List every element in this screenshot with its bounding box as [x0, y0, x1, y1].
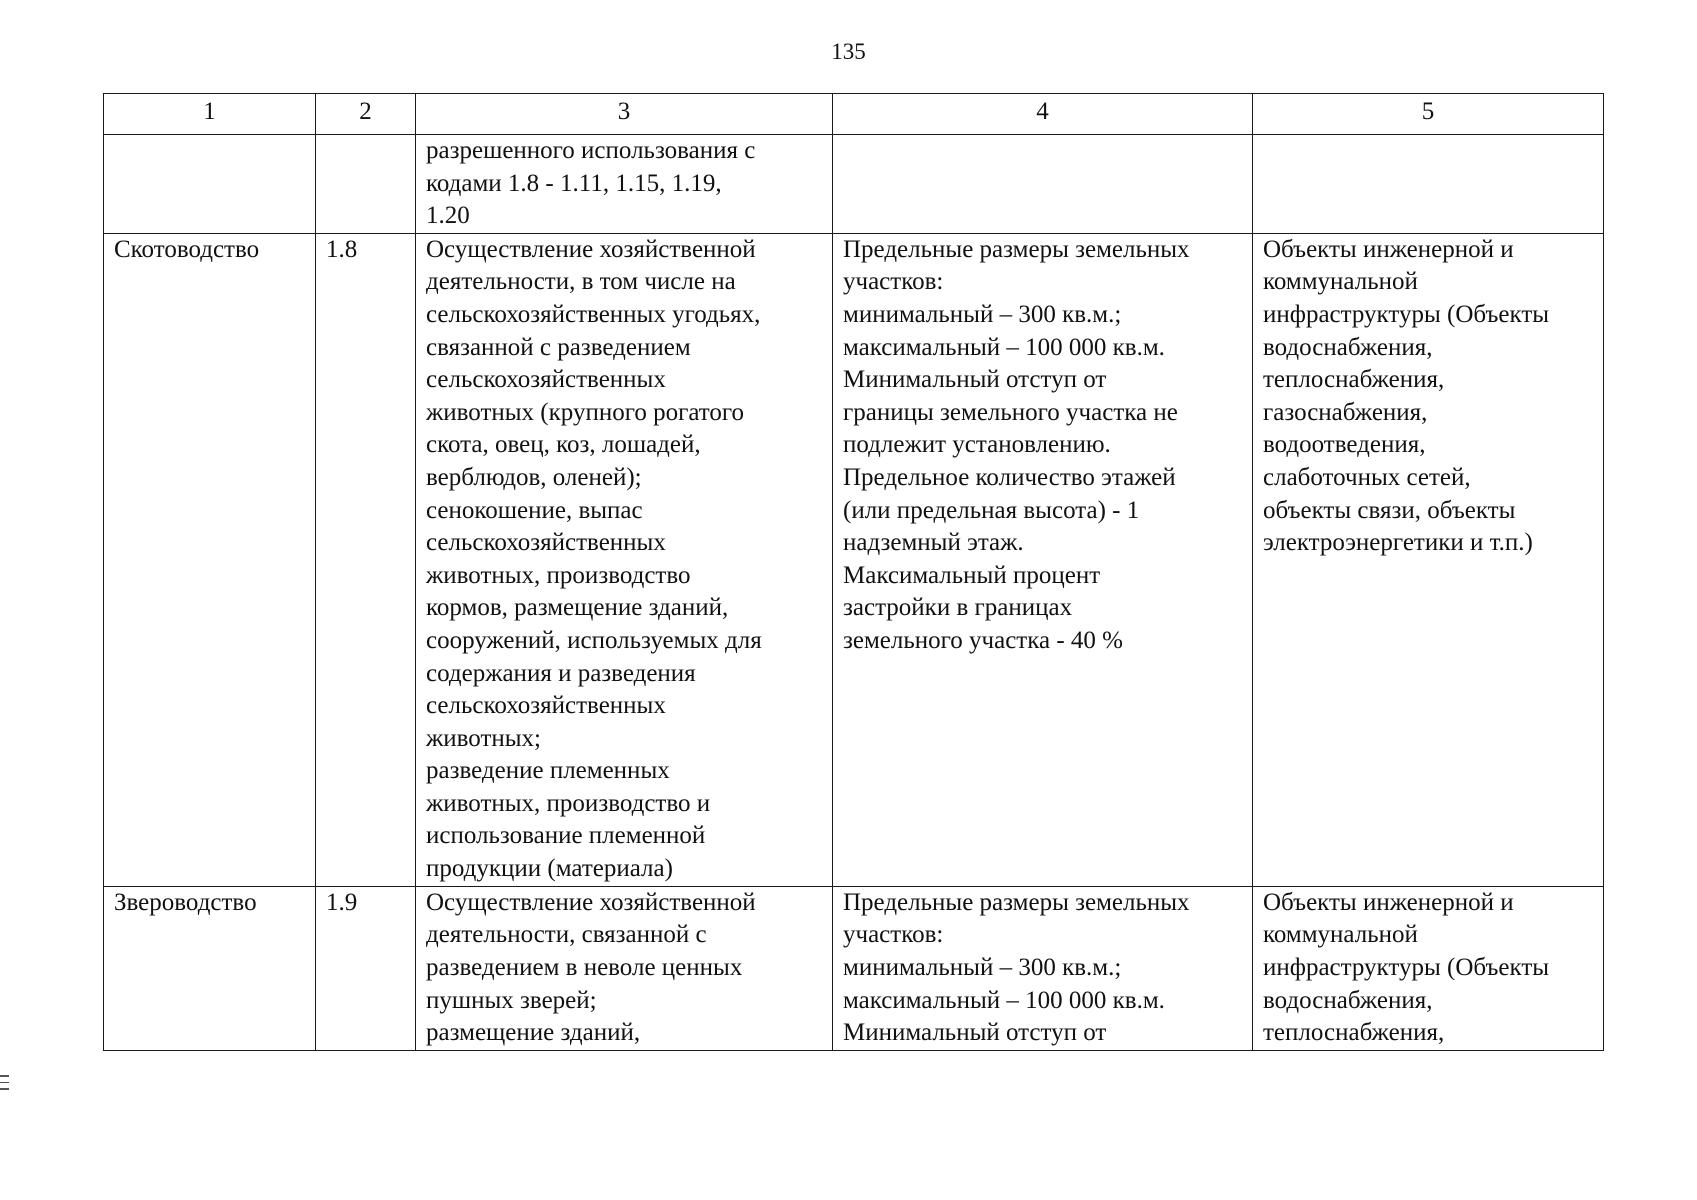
column-header-1: 1: [104, 94, 316, 135]
use-parameters-cell: Предельные размеры земельных участков: минимальный – 300 кв.м.; максимальный – 100 000 кв.м. Минимальный отступ от: [833, 886, 1253, 1050]
column-header-4: 4: [833, 94, 1253, 135]
use-parameters-cell: Предельные размеры земельных участков: минимальный – 300 кв.м.; максимальный – 100 000 кв.м. Минимальный отступ от границы земельного участка не подлежит установлению. Предельное количество этажей (или предельная высота) - 1 надземный этаж. Максимальный процент застройки в границах земельного участка - 40 %: [833, 233, 1253, 886]
table-row: [104, 233, 1604, 886]
column-header-2: 2: [316, 94, 416, 135]
use-name-cell: Звероводство: [104, 886, 316, 1050]
scan-margin-mark: [0, 1075, 9, 1097]
table-row: [104, 886, 1604, 1050]
auxiliary-objects-cell: Объекты инженерной и коммунальной инфраструктуры (Объекты водоснабжения, теплоснабжения, газоснабжения, водоотведения, слаботочных сетей, объекты связи, объекты электроэнергетики и т.п.): [1253, 233, 1604, 886]
land-use-table: [103, 93, 1604, 1051]
use-code-cell: 1.9: [316, 886, 416, 1050]
page-number: 135: [831, 39, 866, 64]
table-header-row: [104, 94, 1604, 135]
table-row: [104, 135, 1604, 234]
column-header-5: 5: [1253, 94, 1604, 135]
use-parameters-cell: [833, 135, 1253, 234]
use-description-cell: Осуществление хозяйственной деятельности, в том числе на сельскохозяйственных угодьях, связанной с разведением сельскохозяйственных животных (крупного рогатого скота, овец, коз, лошадей, верблюдов, оленей); сенокошение, выпас сельскохозяйственных животных, производство кормов, размещение зданий, сооружений, используемых для содержания и разведения сельскохозяйственных животных; разведение племенных животных, производство и использование племенной продукции (материала): [416, 233, 833, 886]
use-code-cell: 1.8: [316, 233, 416, 886]
use-description-cell: Осуществление хозяйственной деятельности, связанной с разведением в неволе ценных пушных зверей; размещение зданий,: [416, 886, 833, 1050]
use-description-cell: разрешенного использования с кодами 1.8 - 1.11, 1.15, 1.19, 1.20: [416, 135, 833, 234]
auxiliary-objects-cell: [1253, 135, 1604, 234]
use-code-cell: [316, 135, 416, 234]
column-header-3: 3: [416, 94, 833, 135]
auxiliary-objects-cell: Объекты инженерной и коммунальной инфраструктуры (Объекты водоснабжения, теплоснабжения,: [1253, 886, 1604, 1050]
use-name-cell: Скотоводство: [104, 233, 316, 886]
use-name-cell: [104, 135, 316, 234]
